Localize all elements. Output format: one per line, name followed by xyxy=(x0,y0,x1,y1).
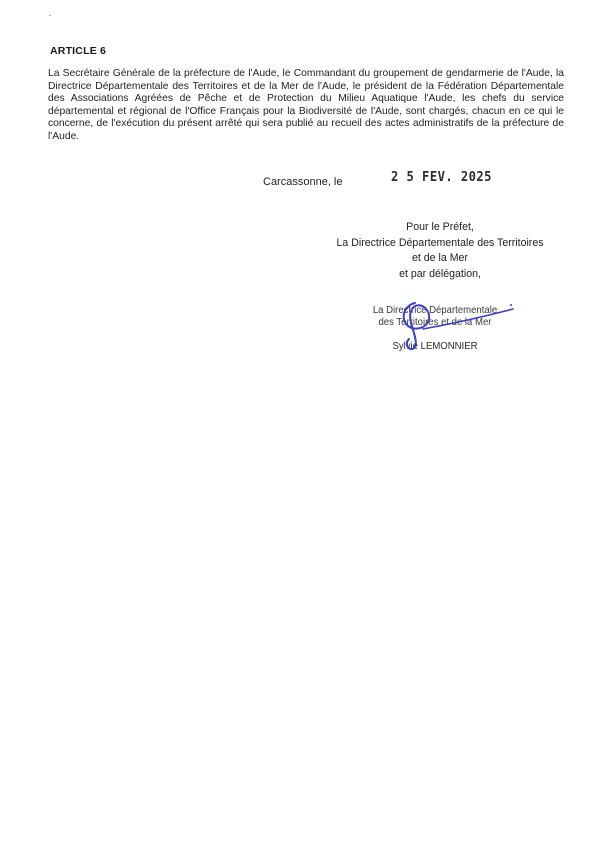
stamp-title-line-1: La Directrice Départementale xyxy=(372,305,498,316)
for-prefect-line: Pour le Préfet, xyxy=(406,221,474,233)
place-text: Carcassonne, le xyxy=(263,176,343,188)
place-date xyxy=(263,169,492,190)
scan-speck xyxy=(49,15,51,16)
director-title-line-2: et de la Mer xyxy=(412,252,468,264)
signature-block xyxy=(300,220,580,282)
director-title-line: La Directrice Départementale des Territoires xyxy=(336,236,544,249)
delegation-line: et par délégation, xyxy=(399,267,481,280)
date-stamp: 2 5 FEV. 2025 xyxy=(391,169,492,185)
article-title: ARTICLE 6 xyxy=(50,45,107,57)
handwritten-signature xyxy=(345,295,525,355)
stamp-title-line-2: des Territoires et de la Mer xyxy=(378,317,492,328)
signatory-name: Sylvie LEMONNIER xyxy=(392,341,478,352)
article-paragraph: La Secrétaire Générale de la préfecture de l'Aude, le Commandant du groupement de gendarmerie de l'Aude, la Directrice Départementale des Territoires et de la Mer de l'Aude, le président de la Fédération Départementale des Associations Agréées de Pêche et de Protection du Milieu Aquatique l'Aude, les chefs du service départemental et régional de l'Office Français pour la Biodiversité de l'Aude, sont chargés, chacun en ce qui le concerne, de l'exécution du présent arrêté qui sera publié au recueil des actes administratifs de la préfecture de l'Aude. xyxy=(48,68,564,142)
